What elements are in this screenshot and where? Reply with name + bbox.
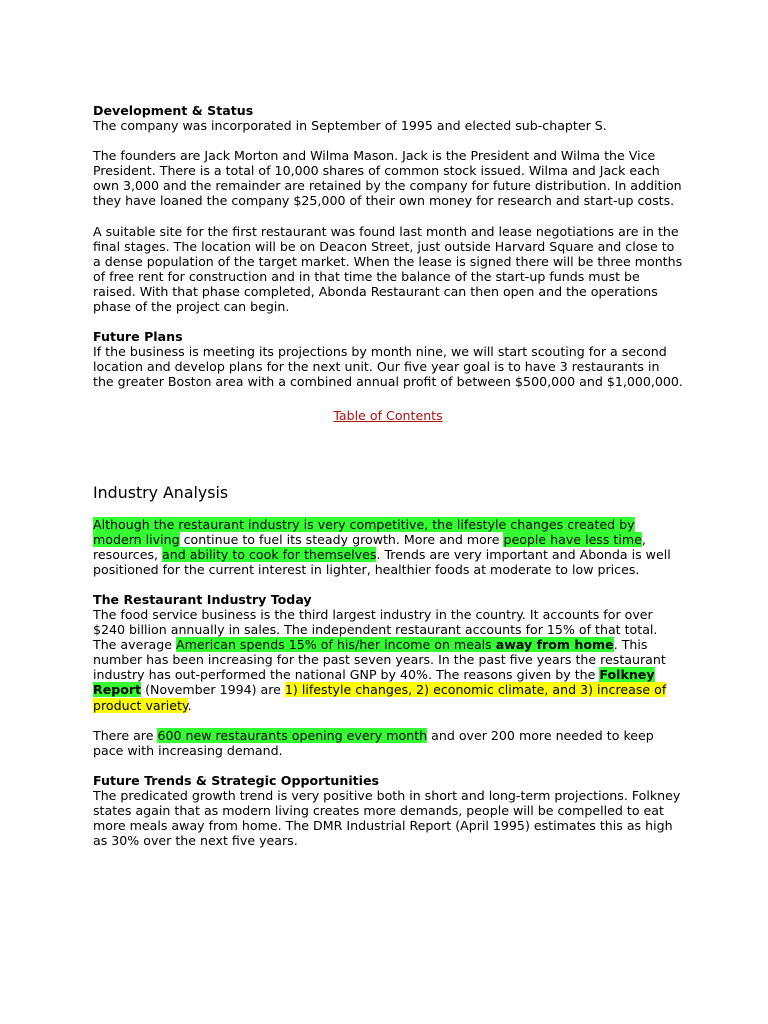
table-of-contents-link[interactable]: Table of Contents <box>333 407 443 423</box>
future-plans-heading: Future Plans <box>93 329 183 345</box>
text-run: . <box>187 697 192 713</box>
text-run: . Trends are very important and Abonda is well positioned for the current interest in lighter, healthier foods at moderate to low prices. <box>93 546 671 577</box>
toc-link-container <box>93 405 683 424</box>
future-trends-section <box>93 773 683 848</box>
future-trends-heading: Future Trends & Strategic Opportunities <box>93 772 380 788</box>
text-run: There are <box>93 727 158 743</box>
text-run: (November 1994) are <box>141 682 285 698</box>
future-plans-paragraph: If the business is meeting its projections by month nine, we will start scouting for a second location and develop plans for the next unit. Our five year goal is to have 3 restaurants in the greater Boston area with a combined annual profit of between $500,000 and $1,000,000. <box>93 344 683 390</box>
future-trends-paragraph: The predicated growth trend is very positive both in short and long-term projections. Folkney states again that as modern living creates more demands, people will be compelled to eat more meals away from home. The DMR Industrial Report (April 1995) estimates this as high as 30% over the next five years. <box>93 787 681 849</box>
highlight-green-bold: Folkney Report <box>93 667 655 698</box>
text-run: The food service business is the third largest industry in the country. It accounts for over $240 billion annually in sales. The independent restaurant accounts for 15% of that total. The average <box>93 606 658 653</box>
text-run: and over 200 more needed to keep pace with increasing demand. <box>93 727 654 758</box>
incorporation-paragraph: The company was incorporated in September of 1995 and elected sub-chapter S. <box>93 118 607 134</box>
text-run: continue to fuel its steady growth. More and more <box>179 531 504 547</box>
highlight-green-bold: away from home <box>495 637 614 653</box>
site-paragraph: A suitable site for the first restaurant was found last month and lease negotiations are in the final stages. The location will be on Deacon Street, just outside Harvard Square and close to a dense population of the target market. When the lease is signed there will be three months of free rent for construction and in that time the balance of the start-up funds must be raised. With that phase completed, Abonda Restaurant can then open and the operations phase of the project can begin. <box>93 223 683 315</box>
founders-paragraph: The founders are Jack Morton and Wilma Mason. Jack is the President and Wilma the Vice President. There is a total of 10,000 shares of common stock issued. Wilma and Jack each own 3,000 and the remainder are retained by the company for future distribution. In addition they have loaned the company $25,000 of their own money for research and start-up costs. <box>93 148 682 209</box>
text-run: , resources, <box>93 531 646 562</box>
new-restaurants-paragraph <box>93 728 683 758</box>
development-status-heading: Development & Status <box>93 103 254 118</box>
industry-intro-paragraph <box>93 517 683 577</box>
industry-today-section <box>93 592 683 758</box>
highlight-green: American spends 15% of his/her income on meals <box>176 637 496 653</box>
future-plans-section <box>93 329 683 389</box>
industry-today-paragraph <box>93 607 683 713</box>
industry-today-heading: The Restaurant Industry Today <box>93 591 312 607</box>
document-page <box>93 103 683 848</box>
highlight-green: 600 new restaurants opening every month <box>157 727 428 743</box>
highlight-green: and ability to cook for themselves <box>162 546 377 562</box>
highlight-green: Although the restaurant industry is very competitive, the lifestyle changes created by modern living <box>93 516 635 547</box>
development-status-section <box>93 103 683 314</box>
text-run: . This number has been increasing for the past seven years. In the past five years the restaurant industry has out-performed the national GNP by 40%. The reasons given by the <box>93 637 666 683</box>
highlight-green: people have less time <box>503 531 642 547</box>
highlight-yellow: 1) lifestyle changes, 2) economic climate, and 3) increase of product variety <box>93 682 667 713</box>
industry-analysis-heading: Industry Analysis <box>93 482 229 502</box>
industry-analysis-section <box>93 517 683 577</box>
